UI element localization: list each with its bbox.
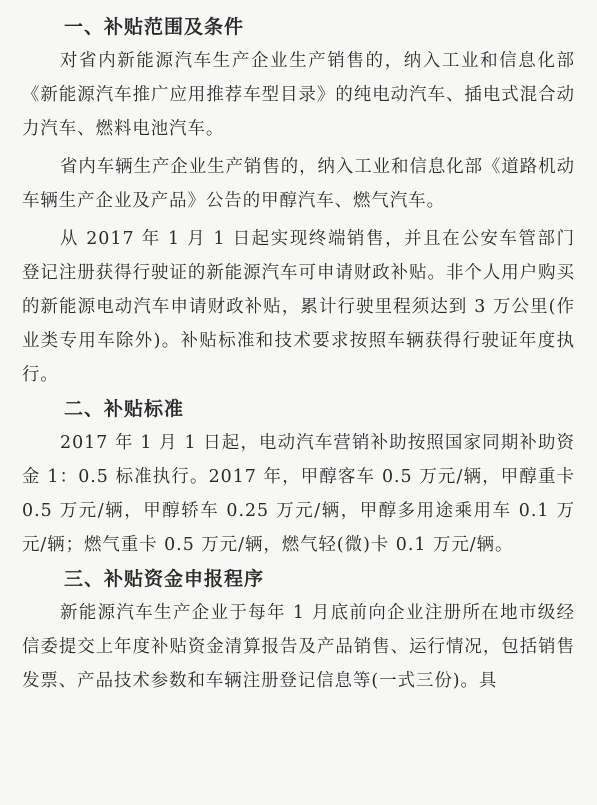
section-heading-procedure: 三、补贴资金申报程序 [64,568,265,590]
paragraph: 新能源汽车生产企业于每年 1 月底前向企业注册所在地市级经信委提交上年度补贴资金清算报告及产品销售、运行情况，包括销售发票、产品技术参数和车辆注册登记信息等(一式三份)。具 [22,603,575,691]
paragraph: 省内车辆生产企业生产销售的，纳入工业和信息化部《道路机动车辆生产企业及产品》公告的甲醇汽车、燃气汽车。 [22,157,575,211]
section-standard [22,392,575,562]
section-heading-standard: 二、补贴标准 [64,398,185,420]
paragraph: 从 2017 年 1 月 1 日起实现终端销售，并且在公安车管部门登记注册获得行驶证的新能源汽车可申请财政补贴。非个人用户购买的新能源电动汽车申请财政补贴，累计行驶里程须达到 3 万公里(作业类专用车除外)。补贴标准和技术要求按照车辆获得行驶证年度执行。 [22,229,575,385]
section-procedure [22,562,575,698]
section-heading-scope: 一、补贴范围及条件 [64,16,245,38]
section-scope [22,10,575,392]
paragraph: 2017 年 1 月 1 日起，电动汽车营销补助按照国家同期补助资金 1：0.5 标准执行。2017 年，甲醇客车 0.5 万元/辆，甲醇重卡 0.5 万元/辆，甲醇轿车 0.25 万元/辆，甲醇多用途乘用车 0.1 万元/辆；燃气重卡 0.5 万元/辆，燃气轻(微)卡 0.1 万元/辆。 [22,433,575,555]
paragraph: 对省内新能源汽车生产企业生产销售的，纳入工业和信息化部《新能源汽车推广应用推荐车型目录》的纯电动汽车、插电式混合动力汽车、燃料电池汽车。 [22,51,575,139]
